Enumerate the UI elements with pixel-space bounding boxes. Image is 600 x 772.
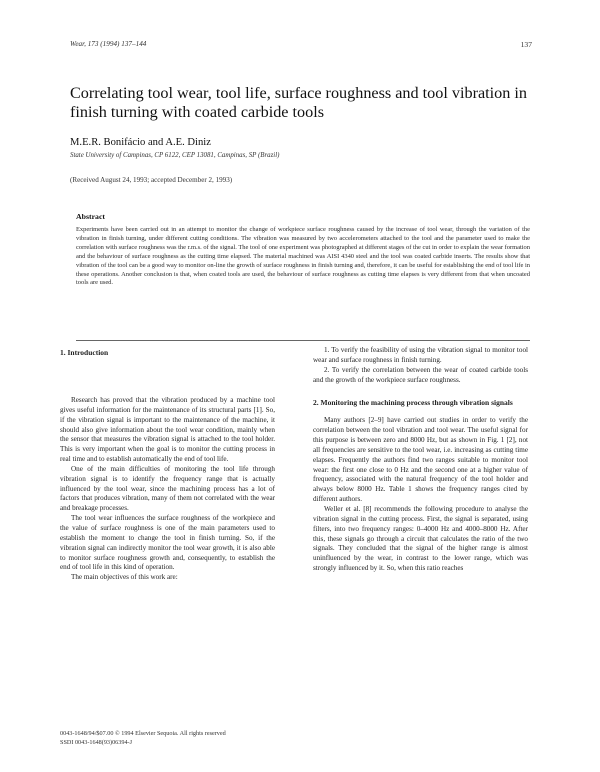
objective-item: 1. To verify the feasibility of using the vibration signal to monitor tool wear and surface roughness in finish turning. xyxy=(313,346,528,364)
abstract-divider xyxy=(76,340,530,341)
objective-item: 2. To verify the correlation between the wear of coated carbide tools and the growth of the workpiece surface roughness. xyxy=(313,365,528,384)
paragraph: Many authors [2–9] have carried out studies in order to verify the correlation between the tool vibration and tool wear. The useful signal for this purpose is between zero and 8000 Hz, but as shown in Fig. 1 [2], not all frequencies are sensitive to the tool wear, i.e. increasing as cutting time elapses. Frequently the authors find two ranges suitable to monitor tool wear: the first one close to 0 Hz and the second one at a higher value of frequency, associated with the natural frequency of the tool holder and always below 8000 Hz. Table 1 shows the frequency ranges cited by different authors. xyxy=(313,416,528,504)
article-authors: M.E.R. Bonifácio and A.E. Diniz xyxy=(70,137,211,148)
copyright-footer xyxy=(60,730,226,747)
paragraph: Weller et al. [8] recommends the following procedure to analyse the vibration signal in the cutting process. First, the signal is separated, using filters, into two frequency ranges: 0–4000 Hz and 4000–8000 Hz. After this, these signals go through a circuit that calculates the ratio of the two signals. They concluded that the signal of the higher range is almost uninfluenced by the wear, in contrast to the lower range, which was strongly influenced by it. So, when this ratio reaches xyxy=(313,504,528,573)
received-dates: (Received August 24, 1993; accepted December 2, 1993) xyxy=(70,176,233,184)
abstract-heading: Abstract xyxy=(76,212,106,221)
abstract-text: Experiments have been carried out in an attempt to monitor the change of workpiece surface roughness caused by the increase of tool wear, through the variation of the vibration in finish turning, under different cutting conditions. The vibration was measured by two accelerometers attached to the tool and the parameter used to make the correlation with surface roughness was the r.m.s. of the signal. The tool of one experiment was photographed at different stages of the cut in order to explain the wear formation and the behaviour of surface roughness as the cutting time elapsed. The material machined was AISI 4340 steel and the tool was coated carbide inserts. The results show that vibration of the tool can be a good way to monitor on-line the growth of surface roughness in finish turning and, therefore, it can be useful for establishing the end of tool life in these operations. Another conclusion is that, when coated tools are used, the behaviour of surface roughness as cutting time elapses is very different from that when uncoated tools are used. xyxy=(76,226,530,287)
paragraph: The tool wear influences the surface roughness of the workpiece and the value of surface roughness is one of the main parameters used to establish the moment to change the tool in finish turning. So, if the vibration signal can indirectly monitor the tool wear growth, it is also able to monitor surface roughness growth and, consequently, to establish the end of tool life in this kind of operation. xyxy=(60,514,275,572)
section-heading-introduction: 1. Introduction xyxy=(60,348,109,357)
page-number: 137 xyxy=(520,40,532,49)
author-affiliation: State University of Campinas, CP 6122, CEP 13081, Campinas, SP (Brazil) xyxy=(70,152,280,159)
paragraph: The main objectives of this work are: xyxy=(71,573,178,582)
left-column xyxy=(60,348,275,583)
running-head: Wear, 173 (1994) 137–144 xyxy=(70,40,147,48)
paragraph: One of the main difficulties of monitoring the tool life through vibration signal is to identify the frequency range that is actually influenced by the tool wear, since the machining process has a lot of factors that produces vibration, many of them not correlated with the wear and breakage processes. xyxy=(60,464,275,513)
copyright-line: 0043-1648/94/$07.00 © 1994 Elsevier Sequoia. All rights reserved xyxy=(60,730,226,737)
section-heading-monitoring: 2. Monitoring the machining process through vibration signals xyxy=(313,398,513,408)
right-column xyxy=(313,346,528,574)
ssdi-line: SSDI 0043-1648(93)06394-J xyxy=(60,738,133,746)
paragraph: Research has proved that the vibration produced by a machine tool gives useful information for the maintenance of its structural parts [1]. So, if the vibration signal is important to the maintenance of the machine, it should also give information about the tool wear condition, mainly when the sensor that measures the vibration signal is attached to the tool holder. This is very important when the goal is to monitor the cutting process in real time and to establish automatically the end of tool life. xyxy=(60,396,275,464)
article-title: Correlating tool wear, tool life, surface roughness and tool vibration in finish turning with coated carbide tools xyxy=(70,84,527,121)
